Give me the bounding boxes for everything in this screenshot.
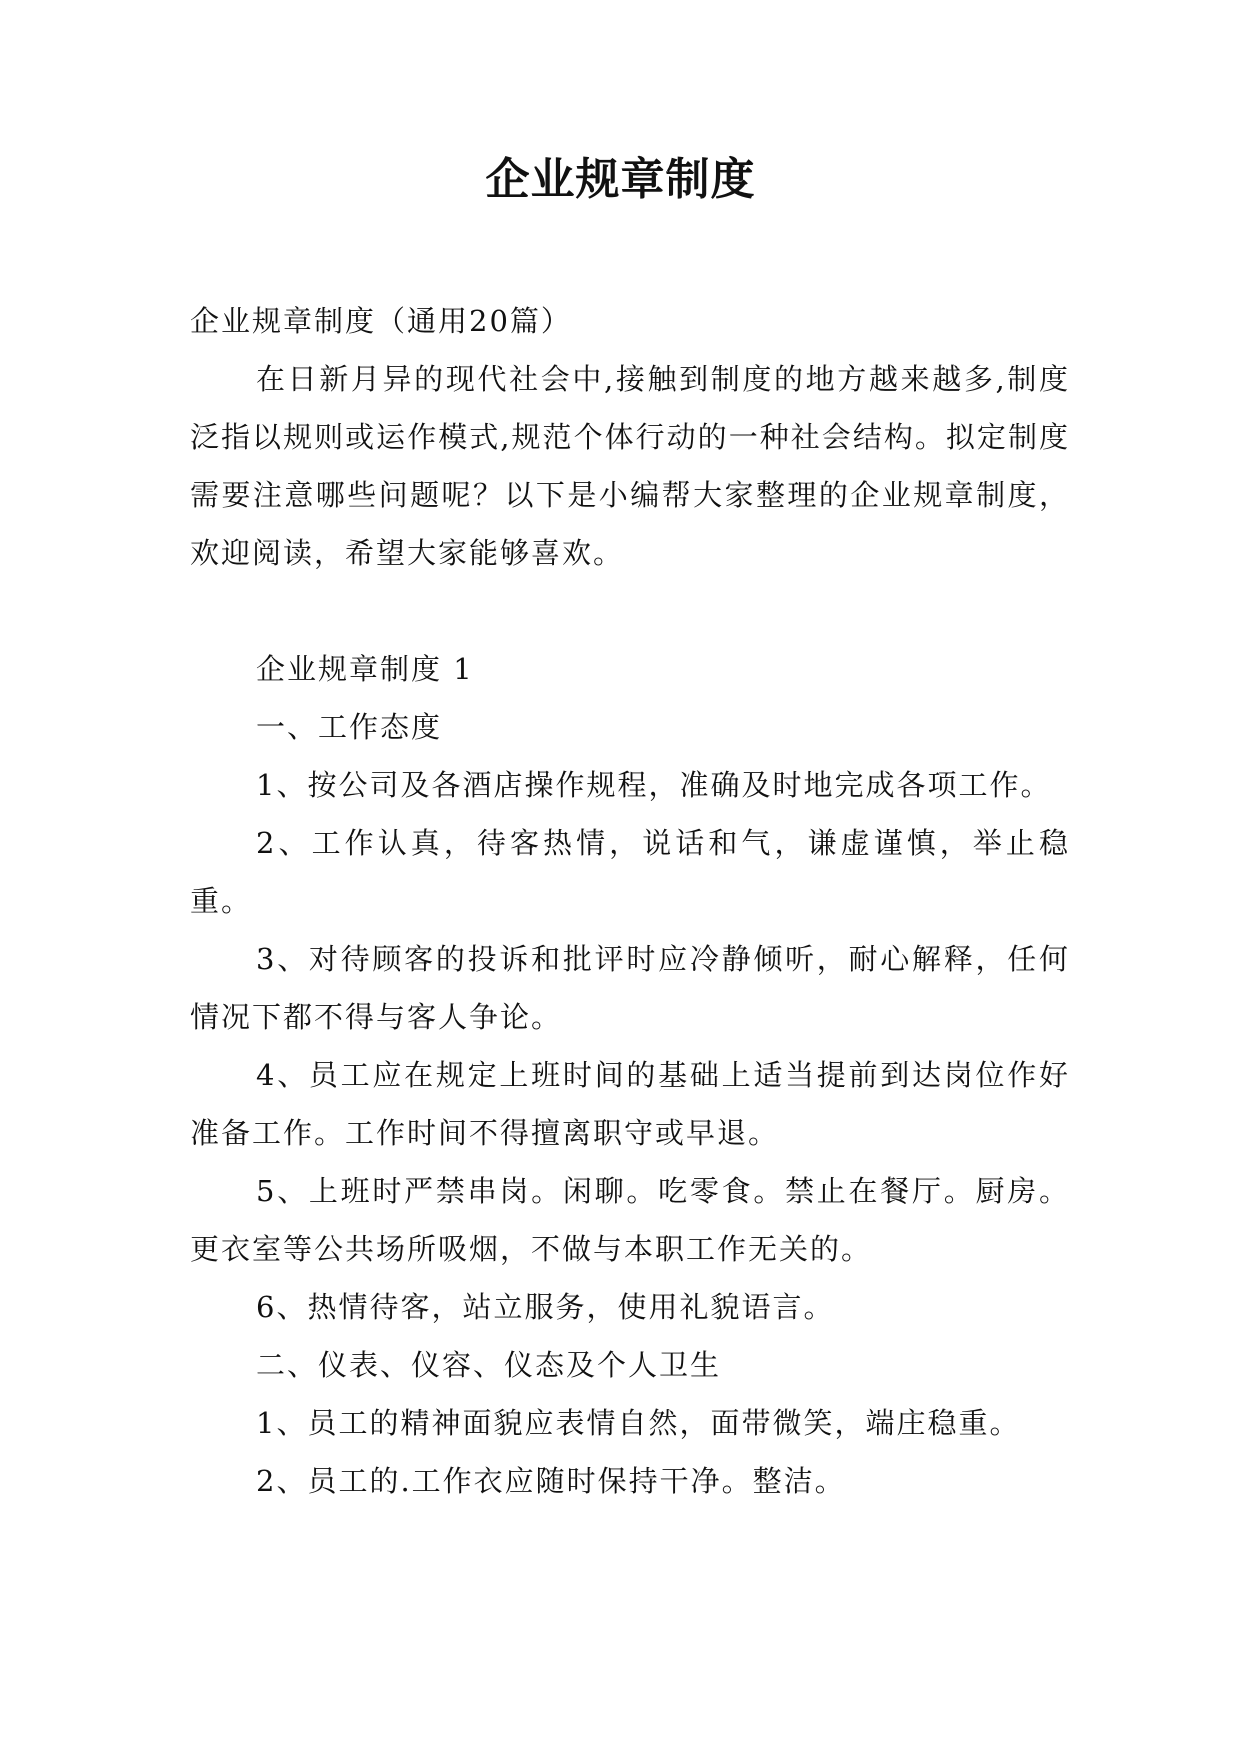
list-item: 4、员工应在规定上班时间的基础上适当提前到达岗位作好准备工作。工作时间不得擅离职守或早退。 <box>190 1058 1070 1150</box>
list-item: 5、上班时严禁串岗。闲聊。吃零食。禁止在餐厅。厨房。更衣室等公共场所吸烟，不做与本职工作无关的。 <box>190 1174 1070 1266</box>
list-item: 3、对待顾客的投诉和批评时应冷静倾听，耐心解释，任何情况下都不得与客人争论。 <box>190 942 1070 1034</box>
list-item: 2、员工的.工作衣应随时保持干净。整洁。 <box>256 1464 846 1498</box>
part-heading-appearance: 二、仪表、仪容、仪态及个人卫生 <box>256 1348 722 1382</box>
document-body <box>190 292 1070 1510</box>
list-item: 1、员工的精神面貌应表情自然，面带微笑，端庄稳重。 <box>256 1406 1021 1440</box>
list-item: 6、热情待客，站立服务，使用礼貌语言。 <box>256 1290 835 1324</box>
part-heading-attitude: 一、工作态度 <box>256 710 443 744</box>
intro-paragraph: 在日新月异的现代社会中,接触到制度的地方越来越多,制度泛指以规则或运作模式,规范个体行动的一种社会结构。拟定制度需要注意哪些问题呢？以下是小编帮大家整理的企业规章制度，欢迎阅读，希望大家能够喜欢。 <box>190 362 1070 570</box>
document-title: 企业规章制度 <box>485 154 756 205</box>
document-subtitle: 企业规章制度（通用20篇） <box>190 304 572 338</box>
section-heading: 企业规章制度 1 <box>256 652 474 686</box>
list-item: 2、工作认真，待客热情，说话和气，谦虚谨慎，举止稳重。 <box>190 826 1070 918</box>
list-item: 1、按公司及各酒店操作规程，准确及时地完成各项工作。 <box>256 768 1052 802</box>
paragraph-gap <box>190 582 1070 640</box>
